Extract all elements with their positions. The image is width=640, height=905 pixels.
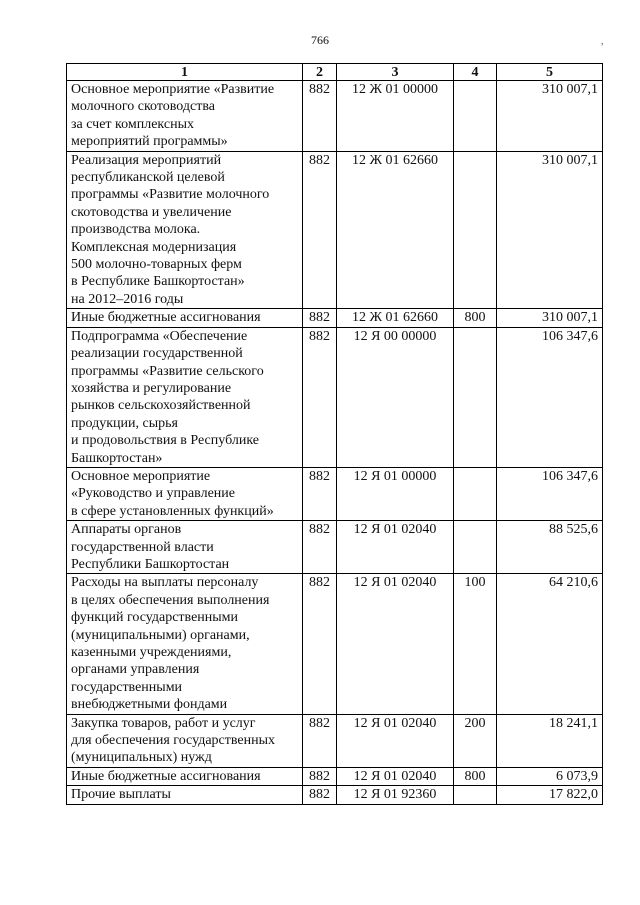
row-amount-cell: 310 007,1: [497, 81, 603, 152]
row-name-line: реализации государственной: [71, 346, 243, 362]
row-name-line: в сфере установленных функций»: [71, 503, 274, 519]
row-name-line: производства молока.: [71, 222, 201, 238]
row-target-cell: 12 Я 01 02040: [337, 714, 454, 767]
row-amount-cell: 6 073,9: [497, 767, 603, 785]
row-name-line: 500 молочно-товарных ферм: [71, 257, 242, 273]
row-name-cell: [67, 786, 303, 804]
row-name-cell: [67, 81, 303, 152]
row-name-line: Подпрограмма «Обеспечение: [71, 328, 248, 344]
row-name-line: Закупка товаров, работ и услуг: [71, 715, 256, 731]
row-name-line: Расходы на выплаты персоналу: [71, 575, 259, 591]
row-name-line: программы «Развитие молочного: [71, 187, 270, 203]
row-name-cell: [67, 521, 303, 574]
row-amount-cell: 18 241,1: [497, 714, 603, 767]
row-amount-cell: 106 347,6: [497, 327, 603, 467]
row-amount-cell: 64 210,6: [497, 574, 603, 714]
row-target-cell: 12 Ж 01 62660: [337, 309, 454, 327]
row-name-line: Комплексная модернизация: [71, 239, 237, 255]
row-name-line: «Руководство и управление: [71, 486, 235, 502]
table-row: [67, 309, 603, 327]
row-name-cell: [67, 327, 303, 467]
row-code-cell: 882: [303, 521, 337, 574]
row-name-line: на 2012–2016 годы: [71, 291, 184, 307]
row-amount-cell: 106 347,6: [497, 467, 603, 520]
row-name-line: (муниципальных) нужд: [71, 750, 212, 766]
row-target-cell: 12 Я 01 02040: [337, 521, 454, 574]
table-row: [67, 767, 603, 785]
row-type-cell: 100: [454, 574, 497, 714]
table-row: [67, 574, 603, 714]
row-name-line: в Республике Башкортостан»: [71, 274, 245, 290]
row-target-cell: 12 Я 01 92360: [337, 786, 454, 804]
row-type-cell: [454, 786, 497, 804]
row-code-cell: 882: [303, 309, 337, 327]
row-type-cell: [454, 81, 497, 152]
table-row: [67, 714, 603, 767]
table-row: [67, 521, 603, 574]
row-name-line: (муниципальными) органами,: [71, 627, 250, 643]
row-name-line: Реализация мероприятий: [71, 152, 222, 168]
table-header-row: [67, 64, 603, 81]
row-name-line: и продовольствия в Республике: [71, 433, 259, 449]
row-code-cell: 882: [303, 81, 337, 152]
table-body: [67, 81, 603, 805]
row-name-line: внебюджетными фондами: [71, 697, 228, 713]
row-name-cell: [67, 467, 303, 520]
row-name-line: Прочие выплаты: [71, 787, 171, 803]
row-type-cell: 800: [454, 309, 497, 327]
row-name-cell: [67, 309, 303, 327]
row-name-line: Основное мероприятие «Развитие: [71, 82, 275, 97]
row-code-cell: 882: [303, 574, 337, 714]
row-amount-cell: 310 007,1: [497, 309, 603, 327]
row-name-line: органами управления: [71, 662, 200, 678]
table-row: [67, 467, 603, 520]
row-name-line: в целях обеспечения выполнения: [71, 592, 270, 608]
table-row: [67, 151, 603, 309]
page-number: 766: [311, 33, 329, 47]
row-name-line: хозяйства и регулирование: [71, 380, 232, 396]
row-name-cell: [67, 574, 303, 714]
header-col-1: 1: [67, 64, 303, 81]
row-amount-cell: 17 822,0: [497, 786, 603, 804]
row-target-cell: 12 Ж 01 00000: [337, 81, 454, 152]
row-name-line: Основное мероприятие: [71, 468, 211, 484]
row-name-cell: [67, 714, 303, 767]
row-code-cell: 882: [303, 767, 337, 785]
row-name-line: Иные бюджетные ассигнования: [71, 768, 261, 784]
table-row: [67, 327, 603, 467]
row-target-cell: 12 Я 01 02040: [337, 574, 454, 714]
row-name-line: Иные бюджетные ассигнования: [71, 310, 261, 326]
row-name-line: Башкортостан»: [71, 450, 163, 466]
row-name-line: Аппараты органов: [71, 522, 182, 538]
header-col-2: 2: [303, 64, 337, 81]
row-name-line: Республики Башкортостан: [71, 556, 230, 572]
header-col-4: 4: [454, 64, 497, 81]
row-code-cell: 882: [303, 714, 337, 767]
row-name-line: казенными учреждениями,: [71, 645, 232, 660]
row-name-cell: [67, 151, 303, 309]
row-target-cell: 12 Я 00 00000: [337, 327, 454, 467]
row-name-line: государственной власти: [71, 539, 214, 555]
table-row: [67, 786, 603, 804]
header-col-5: 5: [497, 64, 603, 81]
row-name-line: рынков сельскохозяйственной: [71, 398, 251, 414]
row-name-line: государственными: [71, 679, 183, 695]
row-type-cell: [454, 467, 497, 520]
row-name-line: республиканской целевой: [71, 170, 225, 186]
row-code-cell: 882: [303, 327, 337, 467]
row-type-cell: 800: [454, 767, 497, 785]
row-code-cell: 882: [303, 786, 337, 804]
table-row: [67, 81, 603, 152]
row-name-line: мероприятий программы»: [71, 134, 228, 150]
row-name-line: молочного скотоводства: [71, 99, 215, 115]
row-name-line: функций государственными: [71, 610, 239, 626]
row-target-cell: 12 Я 01 02040: [337, 767, 454, 785]
row-name-line: скотоводства и увеличение: [71, 204, 232, 220]
row-name-cell: [67, 767, 303, 785]
row-code-cell: 882: [303, 151, 337, 309]
row-type-cell: [454, 521, 497, 574]
row-name-line: программы «Развитие сельского: [71, 363, 264, 379]
row-type-cell: [454, 327, 497, 467]
budget-table: [66, 63, 603, 805]
corner-mark: ,: [601, 36, 604, 47]
row-type-cell: [454, 151, 497, 309]
row-amount-cell: 310 007,1: [497, 151, 603, 309]
header-col-3: 3: [337, 64, 454, 81]
row-amount-cell: 88 525,6: [497, 521, 603, 574]
row-name-line: продукции, сырья: [71, 415, 178, 431]
row-target-cell: 12 Я 01 00000: [337, 467, 454, 520]
row-target-cell: 12 Ж 01 62660: [337, 151, 454, 309]
row-name-line: для обеспечения государственных: [71, 733, 275, 749]
row-type-cell: 200: [454, 714, 497, 767]
row-code-cell: 882: [303, 467, 337, 520]
row-name-line: за счет комплексных: [71, 116, 194, 132]
